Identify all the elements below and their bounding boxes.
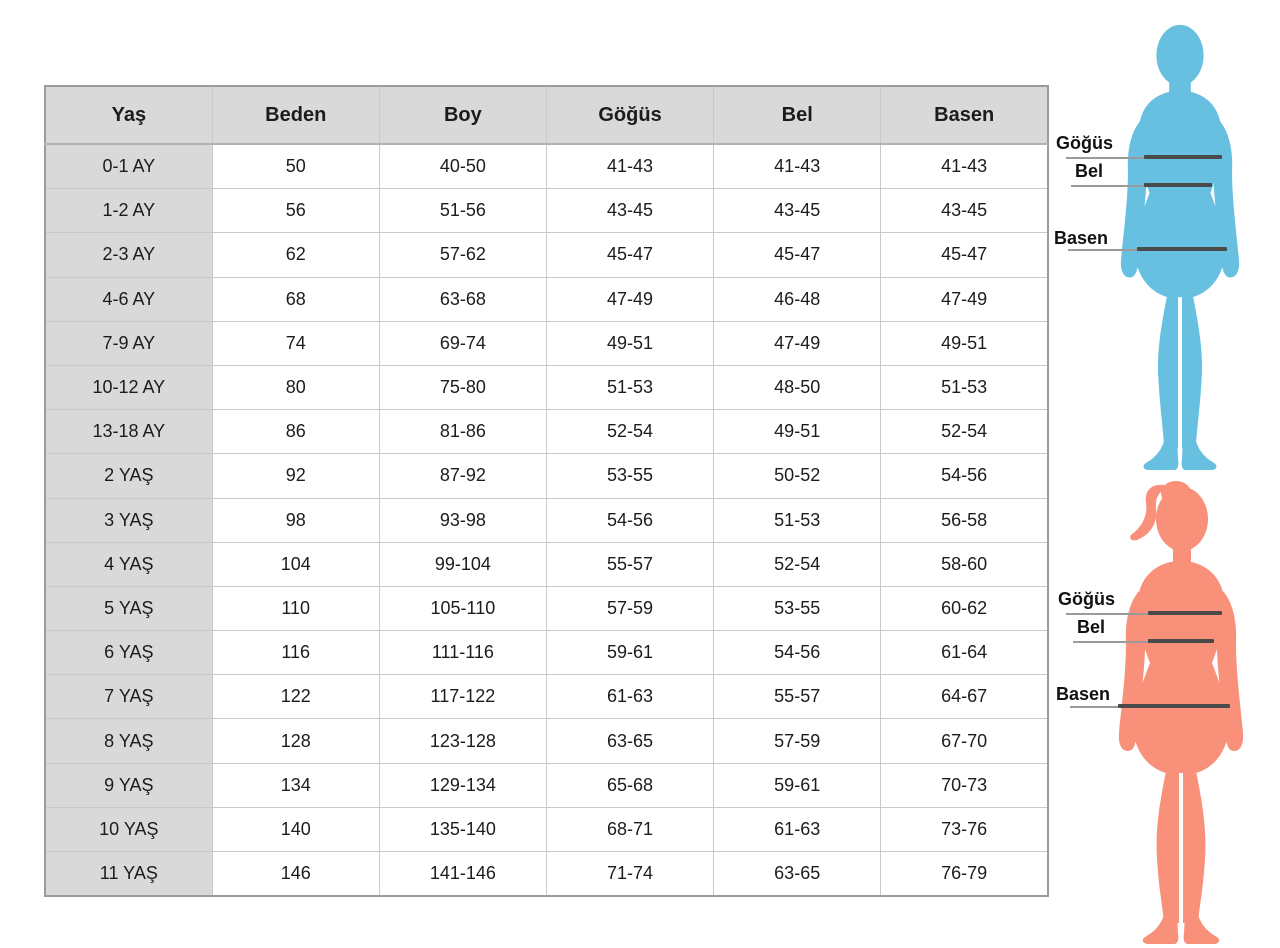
age-cell: 4-6 AY bbox=[45, 277, 212, 321]
value-cell: 55-57 bbox=[546, 542, 713, 586]
blue-chest-leader-line bbox=[1066, 157, 1144, 159]
value-cell: 55-57 bbox=[714, 675, 881, 719]
left-foot-shape bbox=[1144, 441, 1179, 470]
value-cell: 53-55 bbox=[714, 586, 881, 630]
value-cell: 50-52 bbox=[714, 454, 881, 498]
value-cell: 65-68 bbox=[546, 763, 713, 807]
age-cell: 2-3 AY bbox=[45, 233, 212, 277]
value-cell: 71-74 bbox=[546, 852, 713, 897]
value-cell: 86 bbox=[212, 410, 379, 454]
table-row bbox=[45, 365, 1048, 409]
table-row bbox=[45, 763, 1048, 807]
measurement-guide-panel bbox=[1040, 0, 1280, 948]
value-cell: 51-53 bbox=[714, 498, 881, 542]
value-cell: 53-55 bbox=[546, 454, 713, 498]
value-cell: 56-58 bbox=[881, 498, 1048, 542]
blue-hip-leader-line bbox=[1068, 249, 1137, 251]
age-cell: 8 YAŞ bbox=[45, 719, 212, 763]
value-cell: 50 bbox=[212, 144, 379, 189]
value-cell: 134 bbox=[212, 763, 379, 807]
age-cell: 10-12 AY bbox=[45, 365, 212, 409]
value-cell: 57-62 bbox=[379, 233, 546, 277]
value-cell: 141-146 bbox=[379, 852, 546, 897]
blue-waist-measure-line bbox=[1144, 183, 1212, 187]
size-table bbox=[44, 85, 1049, 897]
value-cell: 105-110 bbox=[379, 586, 546, 630]
value-cell: 140 bbox=[212, 807, 379, 851]
value-cell: 45-47 bbox=[546, 233, 713, 277]
value-cell: 135-140 bbox=[379, 807, 546, 851]
value-cell: 116 bbox=[212, 631, 379, 675]
blue-hip-measure-line bbox=[1137, 247, 1227, 251]
table-row bbox=[45, 498, 1048, 542]
value-cell: 111-116 bbox=[379, 631, 546, 675]
value-cell: 93-98 bbox=[379, 498, 546, 542]
column-header: Boy bbox=[379, 86, 546, 144]
table-row bbox=[45, 542, 1048, 586]
hair-bun-shape bbox=[1161, 481, 1191, 505]
table-row bbox=[45, 807, 1048, 851]
right-leg-shape bbox=[1182, 295, 1202, 448]
age-cell: 5 YAŞ bbox=[45, 586, 212, 630]
pink-waist-label: Bel bbox=[1077, 617, 1106, 637]
value-cell: 54-56 bbox=[714, 631, 881, 675]
value-cell: 51-56 bbox=[379, 189, 546, 233]
value-cell: 75-80 bbox=[379, 365, 546, 409]
pink-hip-label: Basen bbox=[1056, 684, 1111, 704]
torso-shape bbox=[1133, 561, 1229, 773]
value-cell: 56 bbox=[212, 189, 379, 233]
table-row bbox=[45, 631, 1048, 675]
value-cell: 49-51 bbox=[881, 321, 1048, 365]
value-cell: 41-43 bbox=[546, 144, 713, 189]
value-cell: 63-65 bbox=[546, 719, 713, 763]
header-row bbox=[45, 86, 1048, 144]
value-cell: 70-73 bbox=[881, 763, 1048, 807]
age-cell: 7-9 AY bbox=[45, 321, 212, 365]
value-cell: 45-47 bbox=[881, 233, 1048, 277]
left-leg-shape bbox=[1157, 771, 1179, 923]
value-cell: 80 bbox=[212, 365, 379, 409]
age-cell: 3 YAŞ bbox=[45, 498, 212, 542]
value-cell: 41-43 bbox=[881, 144, 1048, 189]
blue-hip-label: Basen bbox=[1054, 228, 1109, 248]
pink-waist-measure-line bbox=[1148, 639, 1214, 643]
value-cell: 123-128 bbox=[379, 719, 546, 763]
value-cell: 122 bbox=[212, 675, 379, 719]
age-cell: 7 YAŞ bbox=[45, 675, 212, 719]
age-cell: 11 YAŞ bbox=[45, 852, 212, 897]
column-header: Yaş bbox=[45, 86, 212, 144]
value-cell: 58-60 bbox=[881, 542, 1048, 586]
value-cell: 68 bbox=[212, 277, 379, 321]
value-cell: 68-71 bbox=[546, 807, 713, 851]
value-cell: 76-79 bbox=[881, 852, 1048, 897]
table-row bbox=[45, 410, 1048, 454]
value-cell: 49-51 bbox=[546, 321, 713, 365]
blue-chest-measure-line bbox=[1144, 155, 1222, 159]
pink-chest-measure-line bbox=[1148, 611, 1222, 615]
age-cell: 9 YAŞ bbox=[45, 763, 212, 807]
torso-shape bbox=[1135, 91, 1226, 297]
value-cell: 60-62 bbox=[881, 586, 1048, 630]
value-cell: 48-50 bbox=[714, 365, 881, 409]
value-cell: 57-59 bbox=[714, 719, 881, 763]
value-cell: 54-56 bbox=[546, 498, 713, 542]
value-cell: 40-50 bbox=[379, 144, 546, 189]
pink-hip-leader-line bbox=[1070, 706, 1118, 708]
value-cell: 74 bbox=[212, 321, 379, 365]
value-cell: 67-70 bbox=[881, 719, 1048, 763]
right-foot-shape bbox=[1182, 441, 1217, 470]
pink-chest-label: Göğüs bbox=[1058, 589, 1115, 609]
value-cell: 47-49 bbox=[546, 277, 713, 321]
age-cell: 2 YAŞ bbox=[45, 454, 212, 498]
right-leg-shape bbox=[1183, 771, 1205, 923]
column-header: Beden bbox=[212, 86, 379, 144]
value-cell: 63-65 bbox=[714, 852, 881, 897]
value-cell: 92 bbox=[212, 454, 379, 498]
value-cell: 47-49 bbox=[714, 321, 881, 365]
value-cell: 46-48 bbox=[714, 277, 881, 321]
value-cell: 52-54 bbox=[546, 410, 713, 454]
value-cell: 117-122 bbox=[379, 675, 546, 719]
value-cell: 43-45 bbox=[714, 189, 881, 233]
table-row bbox=[45, 454, 1048, 498]
age-cell: 1-2 AY bbox=[45, 189, 212, 233]
blue-waist-label: Bel bbox=[1075, 161, 1104, 181]
value-cell: 45-47 bbox=[714, 233, 881, 277]
table-row bbox=[45, 586, 1048, 630]
value-cell: 73-76 bbox=[881, 807, 1048, 851]
value-cell: 41-43 bbox=[714, 144, 881, 189]
table-row bbox=[45, 144, 1048, 189]
value-cell: 52-54 bbox=[881, 410, 1048, 454]
age-cell: 13-18 AY bbox=[45, 410, 212, 454]
size-chart-table-container bbox=[44, 85, 1049, 897]
table-row bbox=[45, 675, 1048, 719]
value-cell: 54-56 bbox=[881, 454, 1048, 498]
value-cell: 59-61 bbox=[546, 631, 713, 675]
table-body bbox=[45, 144, 1048, 896]
table-row bbox=[45, 852, 1048, 897]
table-row bbox=[45, 189, 1048, 233]
pink-hip-measure-line bbox=[1118, 704, 1230, 708]
value-cell: 64-67 bbox=[881, 675, 1048, 719]
table-row bbox=[45, 719, 1048, 763]
value-cell: 69-74 bbox=[379, 321, 546, 365]
pink-waist-leader-line bbox=[1073, 641, 1148, 643]
pink-figure-silhouette bbox=[1088, 477, 1266, 945]
value-cell: 62 bbox=[212, 233, 379, 277]
pink-chest-leader-line bbox=[1066, 613, 1148, 615]
age-cell: 0-1 AY bbox=[45, 144, 212, 189]
blue-figure-silhouette bbox=[1095, 20, 1265, 472]
value-cell: 99-104 bbox=[379, 542, 546, 586]
column-header: Bel bbox=[714, 86, 881, 144]
value-cell: 98 bbox=[212, 498, 379, 542]
value-cell: 43-45 bbox=[546, 189, 713, 233]
left-leg-shape bbox=[1158, 295, 1178, 448]
value-cell: 61-64 bbox=[881, 631, 1048, 675]
value-cell: 52-54 bbox=[714, 542, 881, 586]
value-cell: 49-51 bbox=[714, 410, 881, 454]
value-cell: 61-63 bbox=[714, 807, 881, 851]
column-header: Basen bbox=[881, 86, 1048, 144]
age-cell: 10 YAŞ bbox=[45, 807, 212, 851]
table-row bbox=[45, 233, 1048, 277]
value-cell: 57-59 bbox=[546, 586, 713, 630]
table-row bbox=[45, 277, 1048, 321]
value-cell: 146 bbox=[212, 852, 379, 897]
right-foot-shape bbox=[1184, 915, 1219, 944]
age-cell: 4 YAŞ bbox=[45, 542, 212, 586]
value-cell: 61-63 bbox=[546, 675, 713, 719]
left-foot-shape bbox=[1143, 915, 1178, 944]
column-header: Göğüs bbox=[546, 86, 713, 144]
table-row bbox=[45, 321, 1048, 365]
value-cell: 51-53 bbox=[546, 365, 713, 409]
value-cell: 104 bbox=[212, 542, 379, 586]
value-cell: 81-86 bbox=[379, 410, 546, 454]
value-cell: 43-45 bbox=[881, 189, 1048, 233]
value-cell: 47-49 bbox=[881, 277, 1048, 321]
value-cell: 51-53 bbox=[881, 365, 1048, 409]
blue-waist-leader-line bbox=[1071, 185, 1144, 187]
value-cell: 129-134 bbox=[379, 763, 546, 807]
blue-chest-label: Göğüs bbox=[1056, 133, 1113, 153]
value-cell: 128 bbox=[212, 719, 379, 763]
value-cell: 59-61 bbox=[714, 763, 881, 807]
value-cell: 87-92 bbox=[379, 454, 546, 498]
value-cell: 110 bbox=[212, 586, 379, 630]
value-cell: 63-68 bbox=[379, 277, 546, 321]
age-cell: 6 YAŞ bbox=[45, 631, 212, 675]
